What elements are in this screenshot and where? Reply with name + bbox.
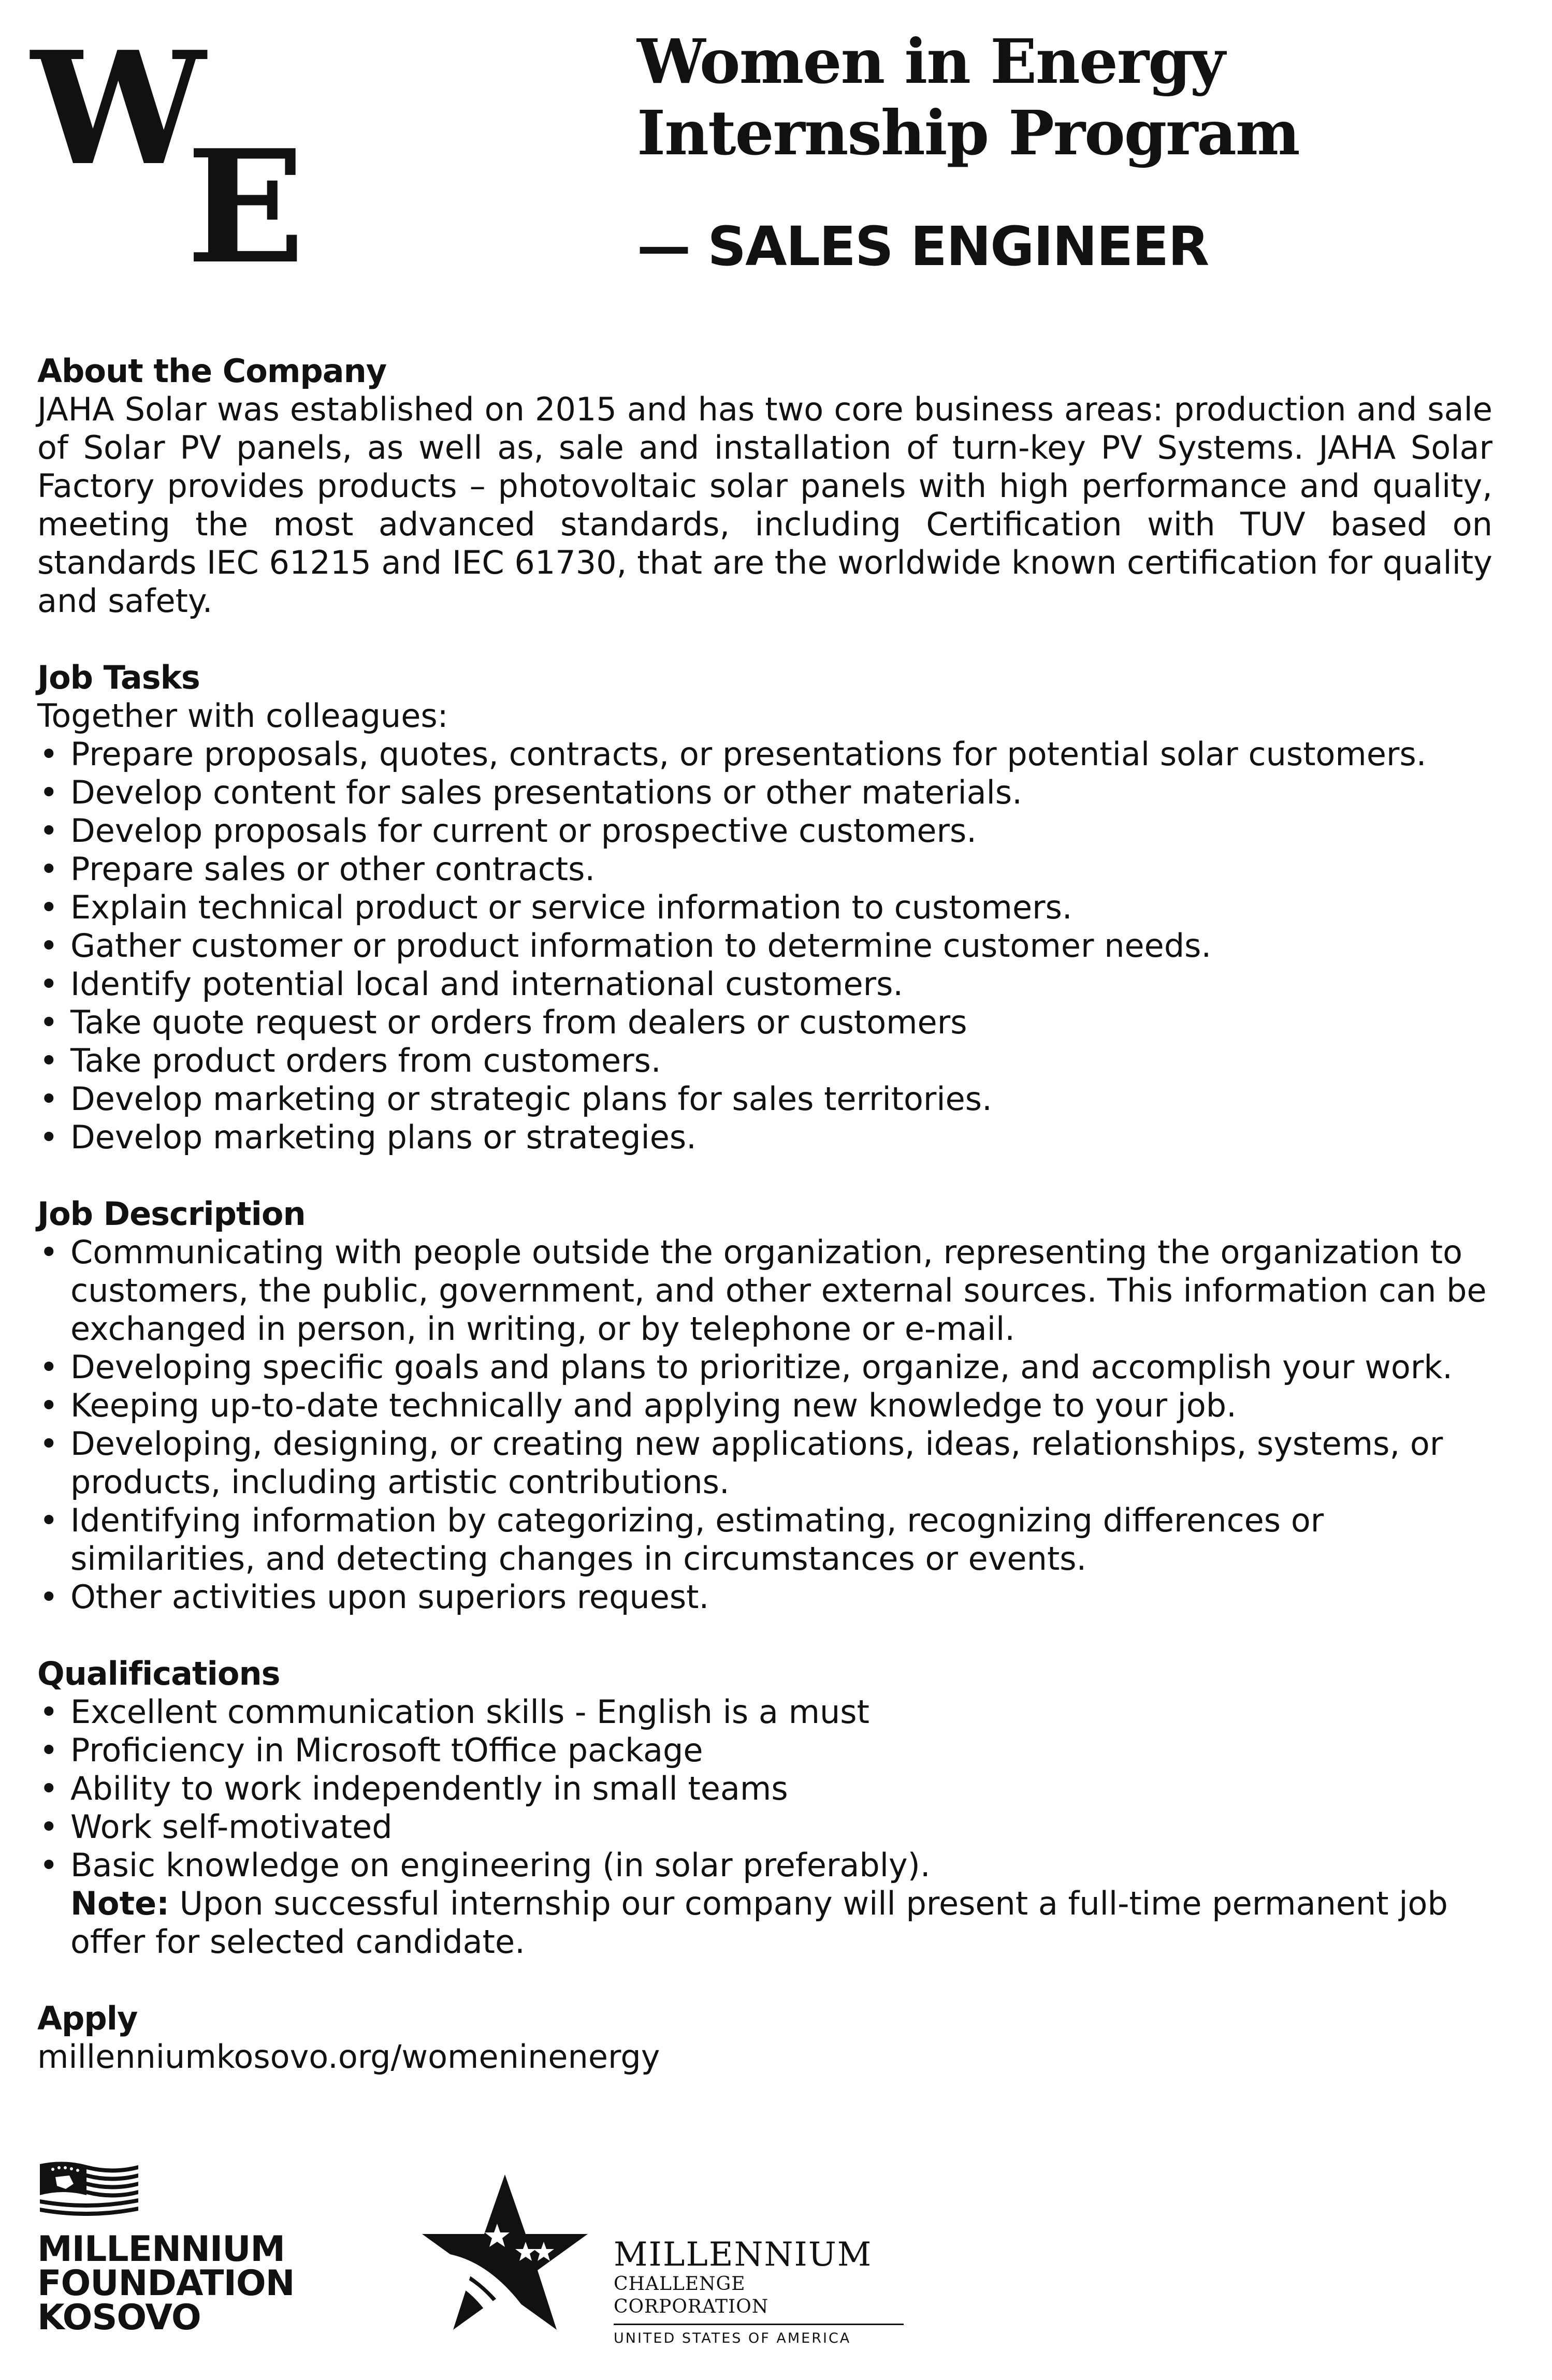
bullet: •	[39, 965, 59, 1003]
apply-url: millenniumkosovo.org/womeninenergy	[37, 2038, 660, 2076]
note-text: Upon successful internship our company will present a full-time permanent job offer for selected candidate.	[70, 1885, 1448, 1961]
we-logo	[31, 17, 352, 298]
description-heading: Job Description	[37, 1195, 306, 1233]
about-text: JAHA Solar was established on 2015 and has two core business areas: production and sale of Solar PV panels, as well as, sale and installation of turn-key PV Systems. JAHA Solar Factory provides products – photovoltaic solar panels with high performance and quality, meeting the most advanced standards, including Certification with TUV based on standards IEC 61215 and IEC 61730, that are the worldwide known certification for quality and safety.	[37, 390, 1492, 620]
millennium-foundation-kosovo-logo	[37, 2159, 307, 2338]
title-line-2: Internship Program	[637, 97, 1299, 169]
list-item: • Develop proposals for current or prospective customers.	[39, 812, 977, 850]
list-item: • Work self-motivated	[39, 1808, 393, 1846]
star-icon	[419, 2174, 590, 2340]
bullet: •	[39, 1770, 59, 1807]
list-item: • Gather customer or product information to determine customer needs.	[39, 927, 1212, 965]
bullet: •	[39, 1578, 59, 1616]
tasks-section	[37, 659, 1492, 1157]
list-item: • Proficiency in Microsoft tOffice package	[39, 1731, 703, 1769]
bullet: •	[39, 1080, 59, 1118]
flag-icon	[37, 2159, 141, 2216]
description-section	[37, 1195, 1492, 1616]
bullet: •	[39, 812, 59, 850]
bullet: •	[39, 1386, 59, 1424]
list-item: • Develop marketing plans or strategies.	[39, 1118, 697, 1156]
list-item: • Develop marketing or strategic plans for sales territories.	[39, 1080, 992, 1118]
bullet: •	[39, 927, 59, 965]
tasks-list	[37, 735, 1492, 1157]
list-item: • Excellent communication skills - English is a must	[39, 1693, 869, 1731]
list-item: • Ability to work independently in small teams	[39, 1770, 788, 1807]
list-item: • Developing, designing, or creating new applications, ideas, relationships, systems, or products, including artistic contributions.	[39, 1425, 1443, 1501]
millennium-challenge-corporation-logo	[419, 2174, 937, 2346]
tasks-lead: Together with colleagues:	[37, 697, 448, 735]
about-heading: About the Company	[37, 352, 387, 390]
bullet: •	[39, 1348, 59, 1386]
title-line-1: Women in Energy	[637, 25, 1225, 97]
bullet: •	[39, 1731, 59, 1769]
list-item: • Develop content for sales presentations or other materials.	[39, 773, 1022, 811]
qualifications-section	[37, 1655, 1492, 1961]
bullet: •	[39, 1846, 59, 1884]
apply-heading: Apply	[37, 1999, 138, 2037]
list-item: • Other activities upon superiors request.	[39, 1578, 709, 1616]
list-item: • Take product orders from customers.	[39, 1042, 661, 1079]
bullet: •	[39, 1042, 59, 1079]
bullet: •	[39, 773, 59, 811]
list-item: • Explain technical product or service information to customers.	[39, 888, 1072, 926]
mfk-wordmark: MILLENNIUM FOUNDATION KOSOVO	[37, 2229, 295, 2338]
list-item: • Prepare sales or other contracts.	[39, 850, 596, 888]
bullet: •	[39, 1808, 59, 1846]
qualifications-heading: Qualifications	[37, 1655, 280, 1692]
list-item: • Identify potential local and international customers.	[39, 965, 904, 1003]
bullet: •	[39, 1501, 59, 1539]
mcc-wordmark: MILLENNIUM CHALLENGE CORPORATION UNITED STATES OF AMERICA	[614, 2237, 904, 2349]
description-list	[37, 1233, 1492, 1616]
note-label: Note:	[70, 1885, 169, 1922]
note	[37, 1885, 1492, 1961]
qualifications-list	[37, 1693, 1492, 1885]
list-item: • Keeping up-to-date technically and applying new knowledge to your job.	[39, 1386, 1237, 1424]
tasks-heading: Job Tasks	[37, 659, 200, 696]
bullet: •	[39, 850, 59, 888]
bullet: •	[39, 1233, 59, 1271]
list-item: • Communicating with people outside the organization, representing the organization to customers, the public, government, and other external sources. This information can be exchanged in person, in writing, or by telephone or e-mail.	[39, 1233, 1487, 1348]
logo-letter-w: W	[31, 17, 200, 200]
bullet: •	[39, 1425, 59, 1463]
bullet: •	[39, 735, 59, 773]
bullet: •	[39, 1118, 59, 1156]
bullet: •	[39, 1693, 59, 1731]
list-item: • Take quote request or orders from dealers or customers	[39, 1003, 967, 1041]
logo-letter-e: E	[186, 115, 305, 298]
list-item: • Identifying information by categorizing, estimating, recognizing differences or similarities, and detecting changes in circumstances or events.	[39, 1501, 1324, 1578]
bullet: •	[39, 888, 59, 926]
title-block	[637, 26, 1517, 278]
apply-section	[37, 1999, 1492, 2076]
list-item: • Developing specific goals and plans to prioritize, organize, and accomplish your work.	[39, 1348, 1453, 1386]
job-title: — SALES ENGINEER	[637, 215, 1209, 278]
main-content	[37, 352, 1492, 2114]
bullet: •	[39, 1003, 59, 1041]
list-item: • Prepare proposals, quotes, contracts, or presentations for potential solar customers.	[39, 735, 1427, 773]
about-section	[37, 352, 1492, 620]
list-item: • Basic knowledge on engineering (in solar preferably).	[39, 1846, 931, 1884]
